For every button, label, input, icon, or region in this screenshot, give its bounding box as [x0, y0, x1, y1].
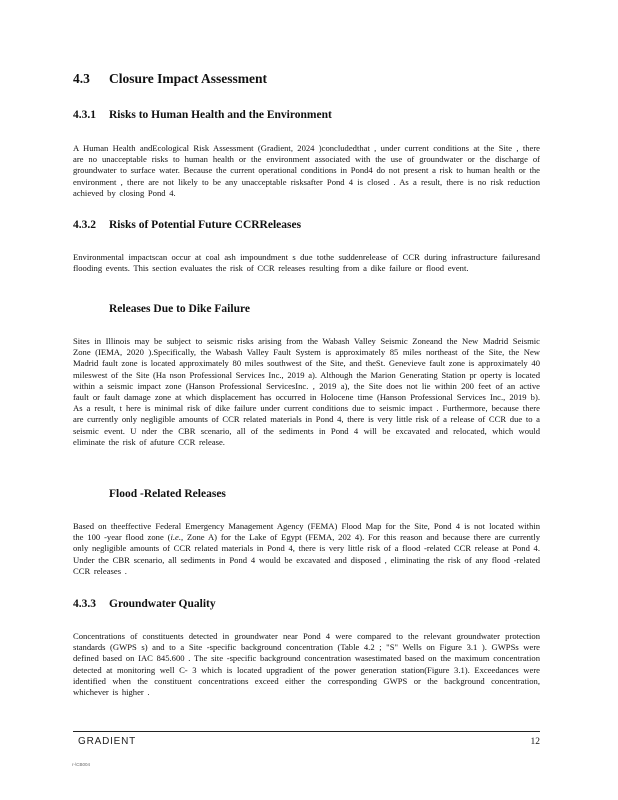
subsection-heading-4-3-2 — [73, 219, 301, 231]
footer-rule — [73, 731, 540, 732]
gradient-logo: GRADIENT — [78, 736, 137, 747]
section-number: 4.3 — [73, 71, 90, 86]
paragraph-flood-releases — [73, 521, 540, 577]
paragraph-dike-failure: Sites in Illinois may be subject to seismic risks arising from the Wabash Valley Seismic Zoneand the New Madrid Seismic Zone (IEMA, 2020 ).Specifically, the Wabash Valley Fault System is approximately 85 miles northeast of the Site, the New Madrid fault zone is located approximately 80 miles southwest of the Site, and theSt. Genevieve fault zone is approximately 40 mileswest of the Site (Ha nson Professional Services Inc., 2019 a). Although the Marion Generating Station pr operty is located within a seismic impact zone (Hanson Professional ServicesInc. , 2019 a), the Site does not lie within 200 feet of an active fault or fault damage zone at which displacement has occurred in Holocene time (Hanson Professional Services Inc., 2019 b). As a result, t here is minimal risk of dike failure under current conditions due to seismic impact . Furthermore, because there are currently only negligible amounts of CCR related materials in Pond 4, there is very little risk of a release of CCR due to a seismic event. U nder the CBR scenario, all of the sediments in Pond 4 will be excavated and relocated, which would eliminate the risk of afuture CCR release. — [73, 336, 540, 447]
paragraph-flood-part-2: , Zone A) for the Lake of Egypt (FEMA, 202 4). For this reason and because there are currently only negligible amounts of CCR related materials in Pond 4, there is very little risk of a flood -related CCR release at Pond 4. Under the CBR scenario, all sediments in Pond 4 would be excavated and disposed , eliminating the risk of any flood -related CCR releases . — [73, 532, 540, 576]
subsection-title: Risks of Potential Future CCRReleases — [109, 219, 302, 231]
subsection-heading-4-3-1 — [73, 109, 332, 121]
paragraph-flood-italic-ie: i.e. — [170, 532, 181, 543]
paragraph-flood-part-1: Based on theeffective Federal Emergency Management Agency (FEMA) Flood Map for the Site, Pond 4 is not located within the 100 -year flood zone ( — [73, 521, 540, 543]
heading-flood-releases: Flood -Related Releases — [109, 488, 226, 500]
subsection-title: Groundwater Quality — [109, 598, 216, 610]
report-page — [73, 0, 540, 800]
section-heading — [73, 71, 267, 87]
subsection-title: Risks to Human Health and the Environment — [109, 109, 332, 121]
subsection-number: 4.3.1 — [73, 109, 96, 121]
paragraph-risk-assessment: A Human Health andEcological Risk Assessment (Gradient, 2024 )concludedthat , under current conditions at the Site , there are no unacceptable risks to human health or the environment associated with the use of groundwater or the discharge of groundwater to surface water. Because the current operational conditions in Pond4 do not present a risk to human health or the environment , there are not likely to be any unacceptable risksafter Pond 4 is closed . As a result, there is no risk reduction achieved by closing Pond 4. — [73, 143, 540, 198]
subsection-heading-4-3-3 — [73, 598, 216, 610]
section-title: Closure Impact Assessment — [109, 71, 267, 86]
paragraph-ccr-releases-intro: Environmental impactscan occur at coal ash impoundment s due tothe suddenrelease of CCR during infrastructure failuresand flooding events. This section evaluates the risk of CCR releases resulting from a dike failure or flood event. — [73, 252, 540, 274]
page-number: 12 — [530, 737, 540, 747]
paragraph-groundwater-quality: Concentrations of constituents detected in groundwater near Pond 4 were compared to the relevant groundwater protection standards (GWPS s) and to a Site -specific background concentration (Table 4.2 ; "S" Wells on Figure 3.1 ). GWPSs were defined based on IAC 845.600 . The site -specific background concentration wasestimated based on the maximum concentration detected at monitoring well C- 3 which is located upgradient of the power generation station(Figure 3.1). Exceedances were identified when the constituent concentrations exceed either the corresponding GWPS or the background concentration, whichever is higher . — [73, 631, 540, 698]
document-id: r-\CB004 — [72, 762, 91, 767]
subsection-number: 4.3.3 — [73, 598, 96, 610]
subsection-number: 4.3.2 — [73, 219, 96, 231]
heading-dike-failure: Releases Due to Dike Failure — [109, 303, 250, 315]
